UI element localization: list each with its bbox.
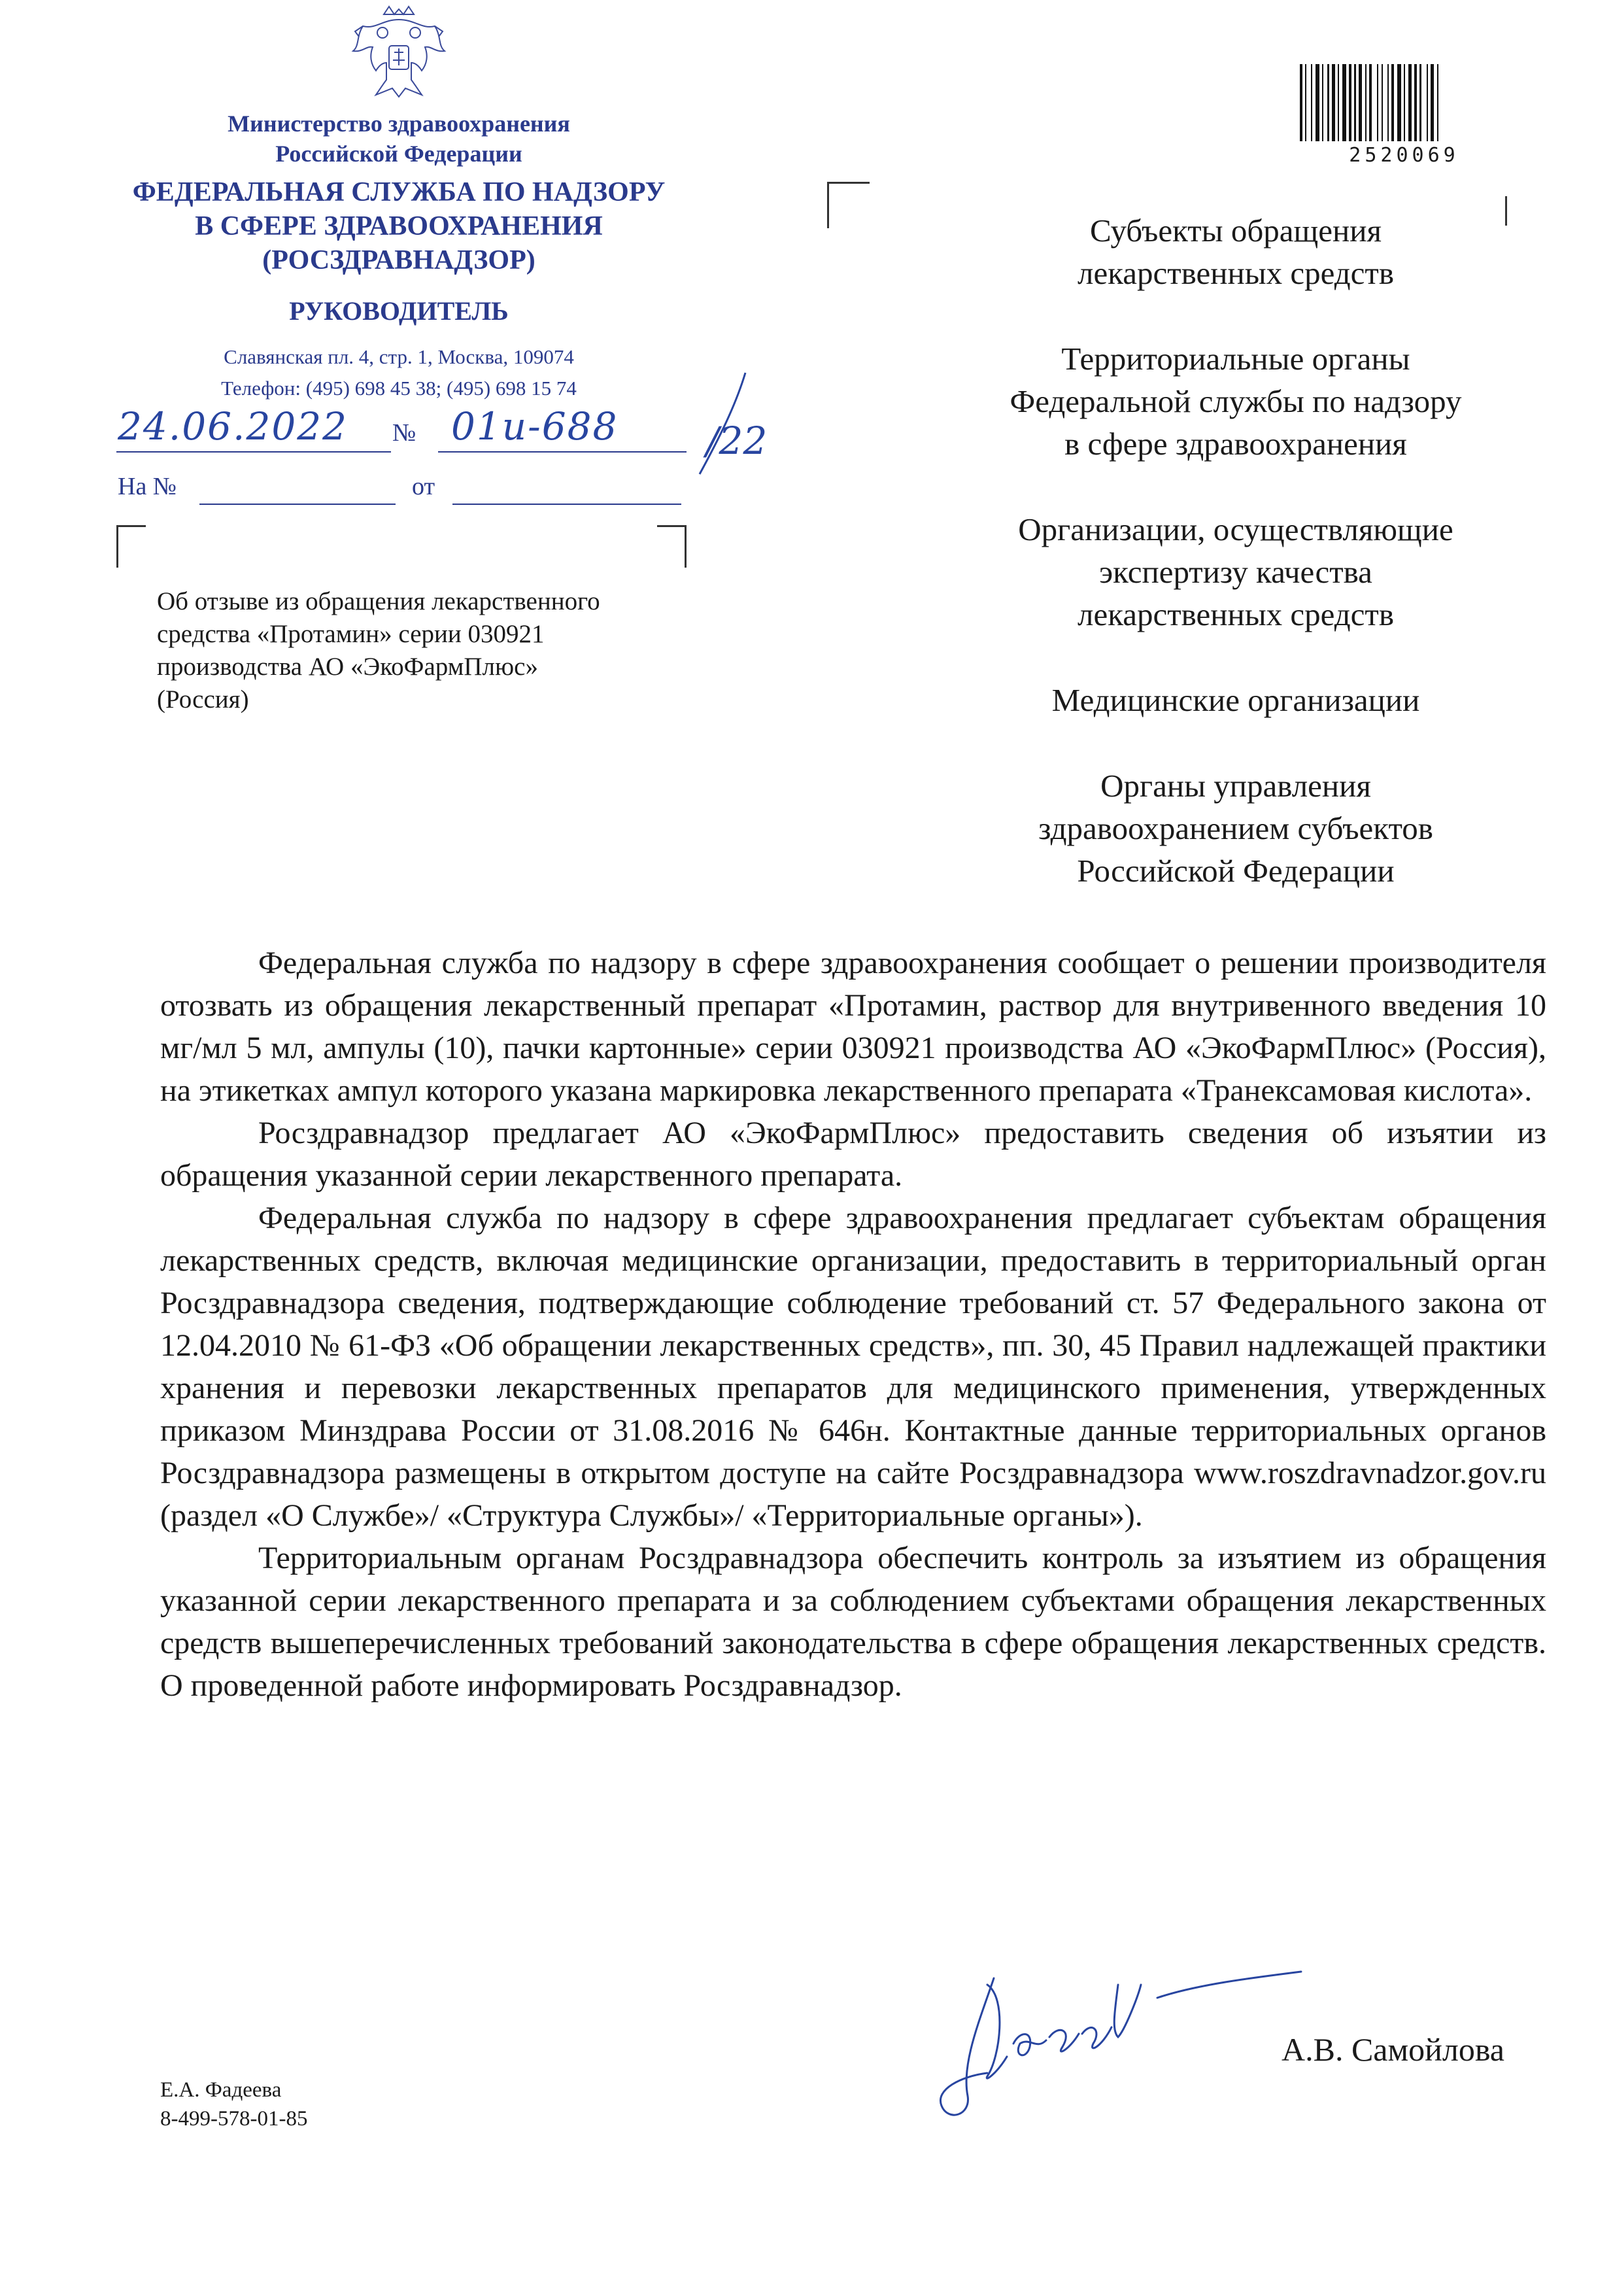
recipient — [915, 679, 1556, 721]
recipients — [915, 209, 1556, 935]
reply-number-label: На № — [118, 473, 177, 500]
phone: Телефон: (495) 698 45 38; (495) 698 15 74 — [221, 377, 577, 400]
number-label: № — [392, 419, 416, 447]
registration-number: 01и-688 — [451, 404, 619, 449]
recipient-line: лекарственных средств — [1078, 596, 1394, 632]
address-block-bracket-left — [827, 182, 870, 228]
recipient — [915, 209, 1556, 294]
service-name-line1: ФЕДЕРАЛЬНАЯ СЛУЖБА ПО НАДЗОРУ — [132, 177, 666, 207]
ministry-name-line2: Российской Федерации — [275, 141, 522, 167]
body-paragraph: Федеральная служба по надзору в сфере здравоохранения сообщает о решении производителя отозвать из обращения лекарственный препарат «Протамин, раствор для внутривенного введения 10 мг/мл 5 мл, ампулы (10), пачки картонные» серии 030921 производства АО «ЭкоФармПлюс» (Россия), на этикетках ампул которого указана маркировка лекарственного препарата «Транексамовая кислота». — [160, 946, 1546, 1108]
recipient-line: Федеральной службы по надзору — [1010, 383, 1462, 419]
executor-phone: 8-499-578-01-85 — [160, 2107, 308, 2131]
signer-name: А.В. Самойлова — [1282, 2031, 1504, 2068]
barcode-number: 2520069 — [1349, 144, 1459, 167]
body-paragraph: Территориальным органам Росздравнадзора обеспечить контроль за изъятием из обращения указанной серии лекарственного препарата и за соблюдением субъектами обращения лекарственных средств вышеперечисленных требований законодательства в сфере обращения лекарственных средств. О проведенной работе информировать Росздравнадзор. — [160, 1541, 1546, 1703]
recipient-line: здравоохранением субъектов — [1038, 810, 1433, 846]
barcode-icon — [1300, 64, 1506, 141]
service-name-line2: В СФЕРЕ ЗДРАВООХРАНЕНИЯ — [195, 211, 603, 241]
body-paragraph: Росздравнадзор предлагает АО «ЭкоФармПлюс» предоставить сведения об изъятии из обращения указанной серии лекарственного препарата. — [160, 1116, 1546, 1193]
ministry-name-line1: Министерство здравоохранения — [228, 111, 570, 137]
subject — [157, 585, 732, 716]
body-paragraph: Федеральная служба по надзору в сфере здравоохранения предлагает субъектам обращения лекарственных средств, включая медицинские организации, предоставить в территориальный орган Росздравнадзора сведения, подтверждающие соблюдение требований ст. 57 Федерального закона от 12.04.2010 № 61-ФЗ «Об обращении лекарственных средств», пп. 30, 45 Правил надлежащей практики хранения и перевозки лекарственных препаратов для медицинского применения, утвержденных приказом Минздрава России от 31.08.2016 № 646н. Контактные данные территориальных органов Росздравнадзора размещены в открытом доступе на сайте Росздравнадзора www.roszdravnadzor.gov.ru (раздел «О Службе»/ «Структура Службы»/ «Территориальные органы»). — [160, 1201, 1546, 1533]
recipient — [915, 337, 1556, 465]
recipient-line: Российской Федерации — [1077, 853, 1395, 889]
subject-line: (Россия) — [157, 685, 249, 713]
date-underline — [116, 451, 391, 453]
address: Славянская пл. 4, стр. 1, Москва, 109074 — [224, 345, 574, 368]
head-title: РУКОВОДИТЕЛЬ — [289, 296, 509, 326]
recipient — [915, 508, 1556, 636]
recipient-line: Органы управления — [1100, 768, 1371, 804]
recipient-line: лекарственных средств — [1078, 255, 1394, 291]
number-underline — [438, 451, 687, 453]
reply-date-field — [452, 504, 681, 505]
recipient-line: Организации, осуществляющие — [1018, 511, 1453, 547]
subject-bracket-right — [657, 525, 687, 568]
subject-bracket-left — [116, 525, 146, 568]
reply-from-label: от — [412, 473, 435, 500]
recipient-line: Территориальные органы — [1061, 341, 1410, 377]
subject-line: средства «Протамин» серии 030921 — [157, 620, 545, 648]
executor-name: Е.А. Фадеева — [160, 2078, 282, 2102]
registration-date: 24.06.2022 — [118, 404, 348, 449]
recipient — [915, 764, 1556, 892]
recipient-line: в сфере здравоохранения — [1064, 426, 1407, 462]
reply-number-field — [199, 504, 396, 505]
recipient-line: Медицинские организации — [1051, 682, 1420, 718]
service-name-line3: (РОСЗДРАВНАДЗОР) — [262, 245, 535, 275]
double-headed-eagle-emblem-icon — [343, 0, 454, 101]
subject-line: Об отзыве из обращения лекарственного — [157, 587, 600, 615]
recipient-line: экспертизу качества — [1099, 554, 1372, 590]
subject-line: производства АО «ЭкоФармПлюс» — [157, 653, 538, 681]
registration-number-suffix: /22 — [706, 419, 768, 463]
letter-body — [160, 942, 1546, 1707]
recipient-line: Субъекты обращения — [1089, 213, 1382, 248]
